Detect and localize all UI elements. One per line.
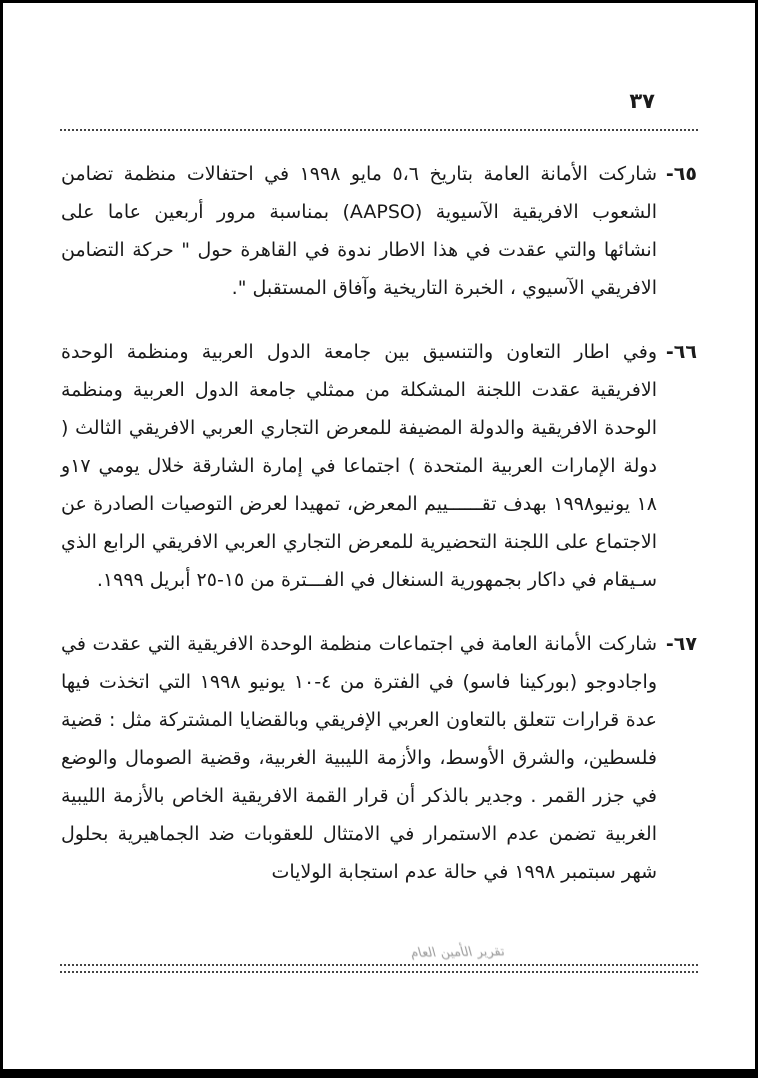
footer-note: تقرير الأمين العام: [408, 944, 507, 961]
footer-divider-rule-top: [60, 964, 698, 966]
paragraph-66: [61, 333, 697, 599]
footer-divider-rule-bottom: [60, 971, 698, 973]
paragraph-67-number: ٦٧-: [665, 633, 697, 655]
paragraph-67-text: شاركت الأمانة العامة في اجتماعات منظمة الوحدة الافريقية التي عقدت في واجادوجو (بوركينا فاسو) في الفترة من ٤-١٠ يونيو ١٩٩٨ التي اتخذت فيها عدة قرارات تتعلق بالتعاون العربي الإفريقي وبالقضايا المشتركة مثل : قضية فلسطين، والشرق الأوسط، والأزمة الليبية الغربية، وقضية الصومال والوضع في جزر القمر . وجدير بالذكر أن قرار القمة الافريقية الخاص بالأزمة الليبية الغربية تضمن عدم الاستمرار في الامتثال للعقوبات ضد الجماهيرية بحلول شهر سبتمبر ١٩٩٨ في حالة عدم استجابة الولايات: [61, 633, 657, 883]
paragraph-66-text: وفي اطار التعاون والتنسيق بين جامعة الدول العربية ومنظمة الوحدة الافريقية عقدت اللجنة المشكلة من ممثلي جامعة الدول العربية ومنظمة الوحدة الافريقية والدولة المضيفة للمعرض التجاري العربي الافريقي الثالث ( دولة الإمارات العربية المتحدة ) اجتماعا في إمارة الشارقة خلال يومي ١٧و ١٨ يونيو١٩٩٨ بهدف تقــــــييم المعرض، تمهيدا لعرض التوصيات الصادرة عن الاجتماع على اللجنة التحضيرية للمعرض التجاري العربي الافريقي الرابع الذي سـيقام في داكار بجمهورية السنغال في الفـــترة من ١٥-٢٥ أبريل ١٩٩٩.: [61, 341, 657, 591]
page-content: [61, 155, 697, 917]
paragraph-65-text: شاركت الأمانة العامة بتاريخ ٥،٦ مايو ١٩٩٨ في احتفالات منظمة تضامن الشعوب الافريقية الآسيوية (AAPSO) بمناسبة مرور أربعين عاما على انشائها والتي عقدت في هذا الاطار ندوة في القاهرة حول " حركة التضامن الافريقي الآسيوي ، الخبرة التاريخية وآفاق المستقبل ".: [61, 163, 657, 299]
paragraph-66-number: ٦٦-: [665, 341, 697, 363]
header-divider-rule: [60, 129, 698, 131]
page-number: ٣٧: [629, 89, 655, 113]
paragraph-67: [61, 625, 697, 891]
paragraph-65-number: ٦٥-: [665, 163, 697, 185]
paragraph-65: [61, 155, 697, 307]
